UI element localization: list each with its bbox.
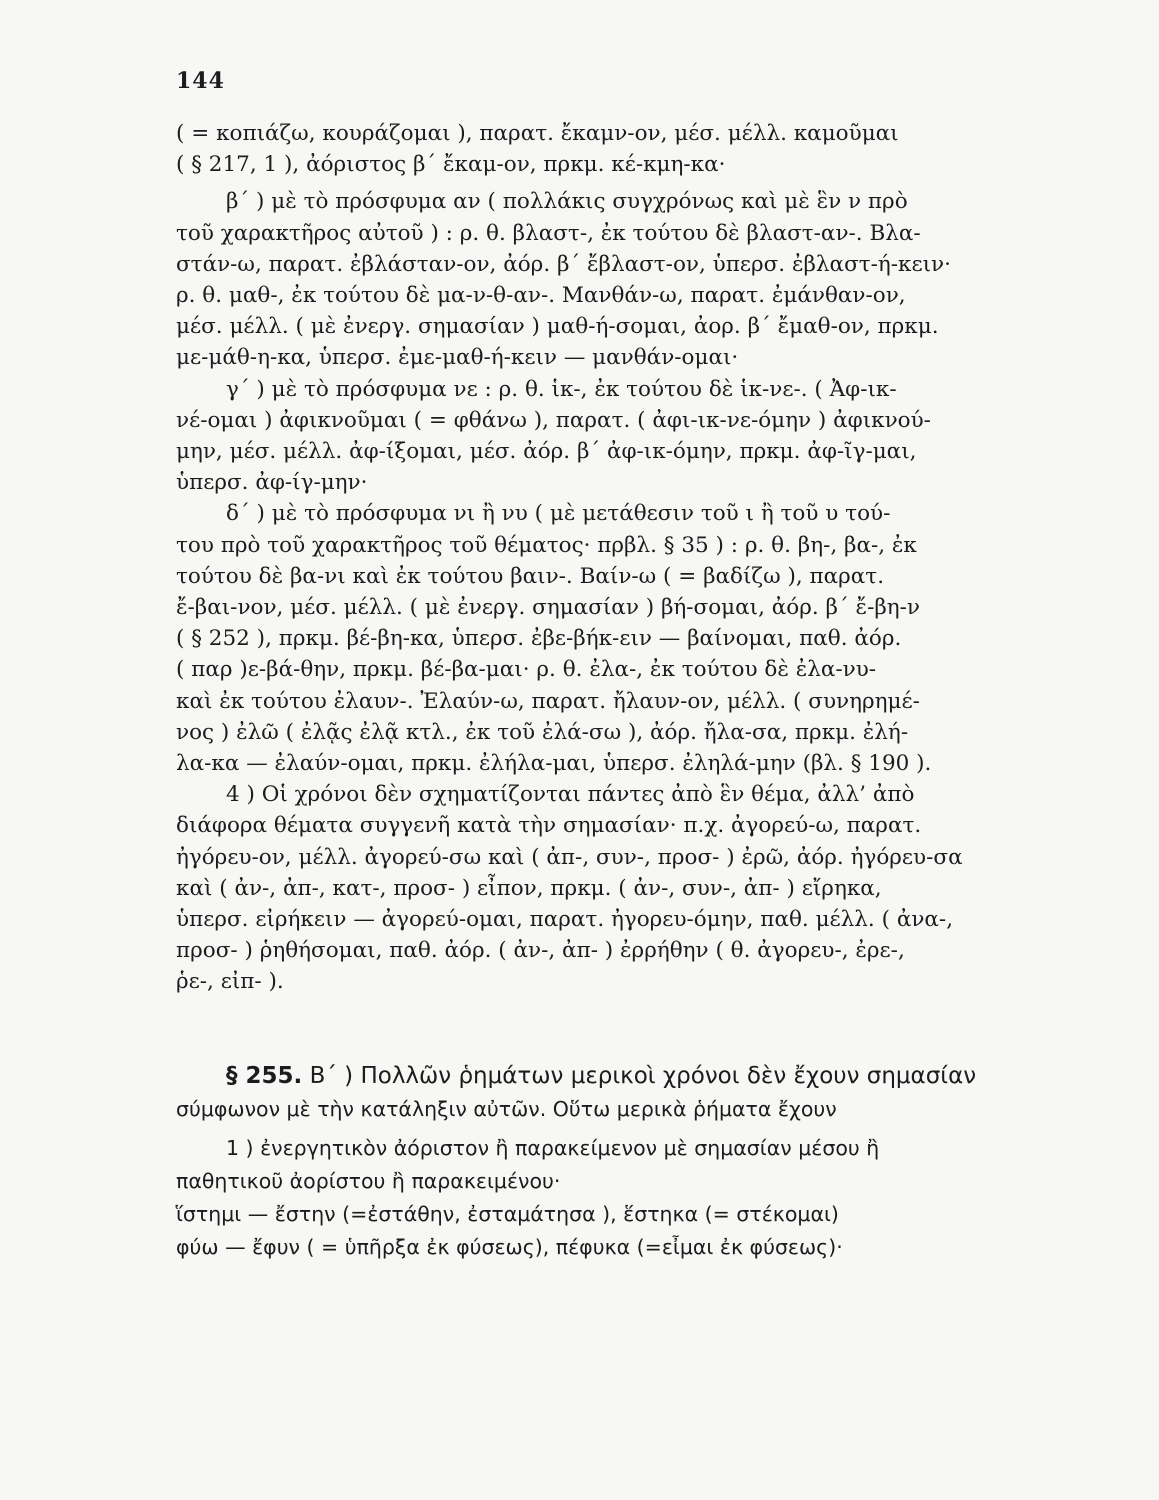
text-line: παθητικοῦ ἀορίστου ἢ παρακειμένου· — [176, 1168, 561, 1193]
text-line: ῥε-, εἰπ- ). — [176, 969, 284, 995]
section-heading-line — [176, 1060, 1006, 1093]
text-line: ὑπερσ. εἰρήκειν — ἀγορεύ-ομαι, παρατ. ἠγορευ-όμην, παθ. μέλλ. ( ἀνα-, — [176, 907, 954, 933]
text-line: λα-κα — ἐλαύν-ομαι, πρκμ. ἐλήλα-μαι, ὑπερσ. ἐληλά-μην (βλ. § 190 ). — [176, 751, 932, 777]
text-line: ὑπερσ. ἀφ-ίγ-μην· — [176, 470, 368, 496]
text-line: στάν-ω, παρατ. ἐβλάσταν-ον, ἀόρ. β΄ ἔβλαστ-ον, ὑπερσ. ἐβλαστ-ή-κειν· — [176, 251, 951, 277]
text-line: σύμφωνον μὲ τὴν κατάληξιν αὐτῶν. Οὕτω μερικὰ ῥήματα ἔχουν — [176, 1096, 837, 1121]
section-255 — [176, 1060, 1006, 1264]
text-line: ( § 252 ), πρκμ. βέ-βη-κα, ὑπερσ. ἐβε-βήκ-ειν — βαίνομαι, παθ. ἀόρ. — [176, 626, 902, 652]
continued-text — [176, 118, 1006, 998]
page-body — [176, 118, 1006, 1264]
text-line: ρ. θ. μαθ-, ἐκ τούτου δὲ μα-ν-θ-αν-. Μανθάν-ω, παρατ. ἐμάνθαν-ον, — [176, 283, 906, 309]
text-line: 1 ) ἐνεργητικὸν ἀόριστον ἢ παρακείμενον μὲ σημασίαν μέσου ἢ — [226, 1135, 880, 1160]
text-line: του πρὸ τοῦ χαρακτῆρος τοῦ θέματος· πρβλ. § 35 ) : ρ. θ. βη-, βα-, ἐκ — [176, 532, 917, 558]
text-line: καὶ ἐκ τούτου ἐλαυν-. Ἐλαύν-ω, παρατ. ἤλαυν-ον, μέλλ. ( συνηρημέ- — [176, 688, 920, 714]
text-line: γ΄ ) μὲ τὸ πρόσφυμα νε : ρ. θ. ἱκ-, ἐκ τούτου δὲ ἱκ-νε-. ( Ἀφ-ικ- — [226, 376, 897, 402]
text-line: δ΄ ) μὲ τὸ πρόσφυμα νι ἢ νυ ( μὲ μετάθεσιν τοῦ ι ἢ τοῦ υ τού- — [226, 501, 891, 527]
text-line: ( § 217, 1 ), ἀόριστος β΄ ἔκαμ-ον, πρκμ. κέ-κμη-κα· — [176, 152, 726, 178]
text-line: ἔ-βαι-νον, μέσ. μέλλ. ( μὲ ἐνεργ. σημασίαν ) βή-σομαι, ἀόρ. β΄ ἔ-βη-ν — [176, 595, 920, 621]
text-line: καὶ ( ἀν-, ἀπ-, κατ-, προσ- ) εἶπον, πρκμ. ( ἀν-, συν-, ἀπ- ) εἴρηκα, — [176, 875, 882, 901]
text-line: μέσ. μέλλ. ( μὲ ἐνεργ. σημασίαν ) μαθ-ή-σομαι, ἀορ. β΄ ἔμαθ-ον, πρκμ. — [176, 314, 939, 340]
text-line: με-μάθ-η-κα, ὑπερσ. ἐμε-μαθ-ή-κειν — μανθάν-ομαι· — [176, 345, 739, 371]
text-line: φύω — ἔφυν ( = ὑπῆρξα ἐκ φύσεως), πέφυκα (=εἶμαι ἐκ φύσεως)· — [176, 1234, 843, 1259]
text-line: μην, μέσ. μέλλ. ἀφ-ίξομαι, μέσ. ἀόρ. β΄ ἀφ-ικ-όμην, πρκμ. ἀφ-ῖγ-μαι, — [176, 439, 917, 465]
text-line: τούτου δὲ βα-νι καὶ ἐκ τούτου βαιν-. Βαίν-ω ( = βαδίζω ), παρατ. — [176, 563, 885, 589]
text-line: νέ-ομαι ) ἀφικνοῦμαι ( = φθάνω ), παρατ. ( ἀφι-ικ-νε-όμην ) ἀφικνού- — [176, 407, 931, 433]
text-line: νος ) ἐλῶ ( ἐλᾷς ἐλᾷ κτλ., ἐκ τοῦ ἐλά-σω ), ἀόρ. ἤλα-σα, πρκμ. ἐλή- — [176, 719, 909, 745]
text-line: β΄ ) μὲ τὸ πρόσφυμα αν ( πολλάκις συγχρόνως καὶ μὲ ἓν ν πρὸ — [226, 189, 908, 215]
text-line: προσ- ) ῥηθήσομαι, παθ. ἀόρ. ( ἀν-, ἀπ- ) ἐρρήθην ( θ. ἀγορευ-, ἐρε-, — [176, 938, 905, 964]
text-line: τοῦ χαρακτῆρος αὐτοῦ ) : ρ. θ. βλαστ-, ἐκ τούτου δὲ βλαστ-αν-. Βλα- — [176, 220, 921, 246]
text-line: 4 ) Οἱ χρόνοι δὲν σχηματίζονται πάντες ἀπὸ ἓν θέμα, ἀλλ’ ἀπὸ — [226, 782, 915, 808]
section-sign: § 255. — [226, 1062, 303, 1089]
section-text: Β΄ ) Πολλῶν ῥημάτων μερικοὶ χρόνοι δὲν ἔχουν σημασίαν — [309, 1062, 977, 1089]
text-line: ( παρ )ε-βά-θην, πρκμ. βέ-βα-μαι· ρ. θ. ἐλα-, ἐκ τούτου δὲ ἐλα-νυ- — [176, 657, 877, 683]
text-line: ἠγόρευ-ον, μέλλ. ἀγορεύ-σω καὶ ( ἀπ-, συν-, προσ- ) ἐρῶ, ἀόρ. ἠγόρευ-σα — [176, 844, 963, 870]
text-line: ( = κοπιάζω, κουράζομαι ), παρατ. ἔκαμν-ον, μέσ. μέλλ. καμοῦμαι — [176, 121, 899, 146]
text-line: διάφορα θέματα συγγενῆ κατὰ τὴν σημασίαν· π.χ. ἀγορεύ-ω, παρατ. — [176, 813, 922, 839]
page-number: 144 — [176, 68, 225, 94]
text-line: ἵστημι — ἔστην (=ἐστάθην, ἐσταμάτησα ), ἕστηκα (= στέκομαι) — [176, 1201, 839, 1226]
